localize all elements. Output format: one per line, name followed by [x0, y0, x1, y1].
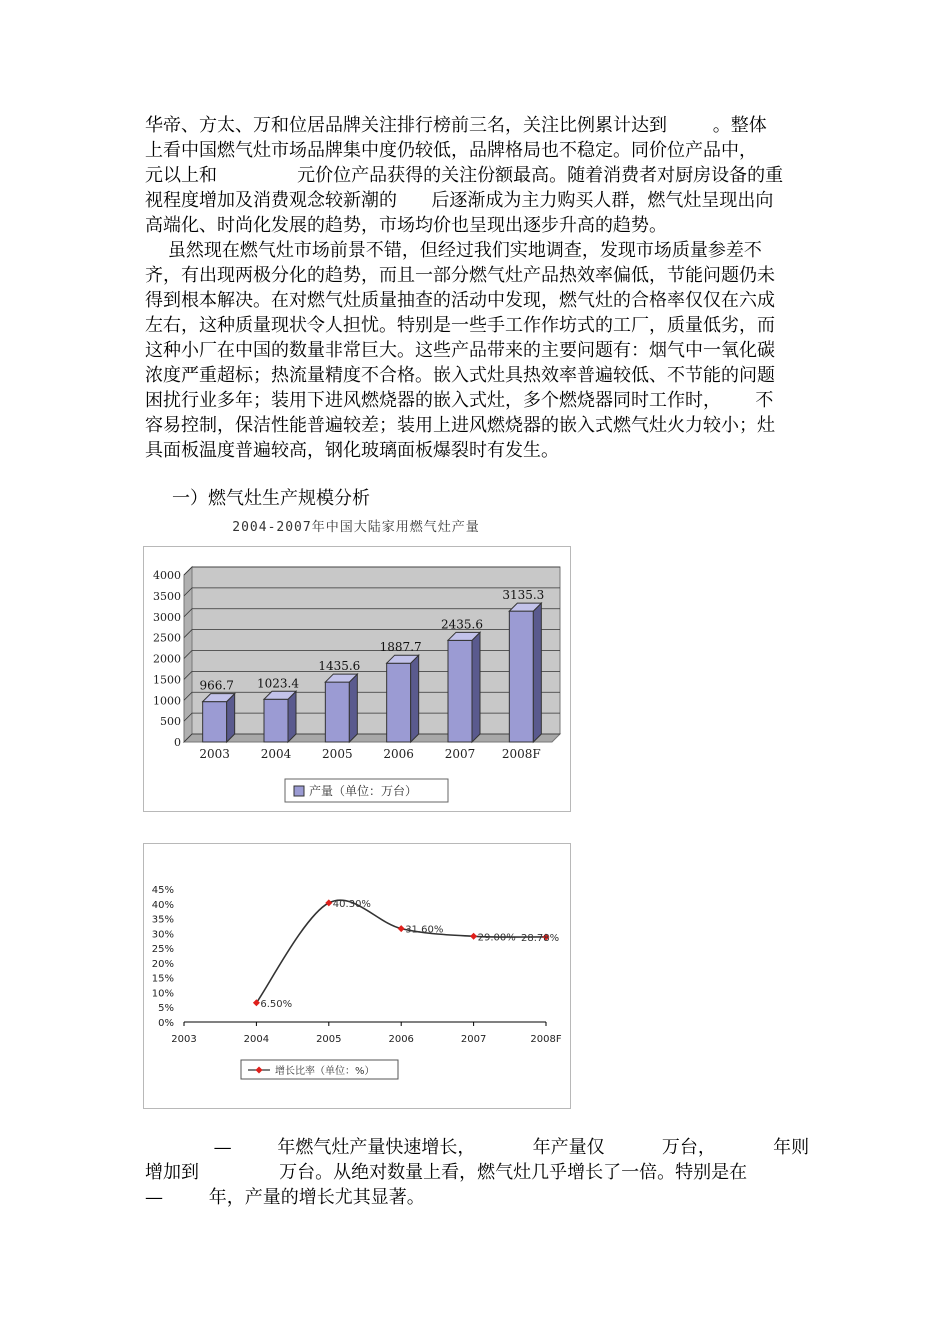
bar-chart: [144, 547, 570, 811]
bar: [448, 640, 472, 742]
bar-legend-label: 产量（单位：万台）: [309, 784, 418, 798]
bar-y-tick-label: 3000: [153, 610, 181, 624]
bar-x-tick-label: 2007: [444, 747, 476, 761]
bar-value-label: 2435.6: [441, 617, 483, 632]
bar-value-label: 1023.4: [257, 676, 299, 691]
bar-plot-floor: [184, 734, 560, 742]
bar-x-tick-label: 2005: [322, 747, 353, 761]
paragraph3-line-2: 增加到 万台。从绝对数量上看，燃气灶几乎增长了一倍。特别是在: [145, 1162, 748, 1183]
bar-x-tick-label: 2003: [199, 747, 230, 761]
line-chart-frame: [143, 843, 571, 1109]
bar-chart-title: 2004-2007年中国大陆家用燃气灶产量: [232, 520, 480, 535]
paragraph1-line-4: 视程度增加及消费观念较新潮的 后逐渐成为主力购买人群，燃气灶呈现出向: [145, 190, 774, 211]
line-y-tick-label: 15%: [151, 973, 174, 985]
paragraph1-line-5: 高端化、时尚化发展的趋势，市场均价也呈现出逐步升高的趋势。: [145, 215, 667, 236]
bar-side: [472, 632, 480, 742]
line-value-label: 29.00%: [477, 932, 516, 944]
bar-chart-frame: [143, 546, 571, 812]
bar-side: [288, 691, 296, 742]
bar: [387, 663, 411, 742]
bar-value-label: 1887.7: [379, 640, 422, 655]
paragraph2-line-5: 这种小厂在中国的数量非常巨大。这些产品带来的主要问题有：烟气中一氧化碳: [145, 340, 775, 361]
line-value-label: 31.60%: [405, 924, 444, 936]
paragraph1-line-2: 上看中国燃气灶市场品牌集中度仍较低，品牌格局也不稳定。同价位产品中，: [145, 140, 757, 161]
bar-y-tick-label: 500: [160, 715, 181, 729]
line-value-label: 28.78%: [521, 932, 560, 944]
bar: [203, 702, 227, 742]
bar-side: [533, 603, 541, 742]
bar-x-tick-label: 2004: [260, 747, 292, 761]
line-value-label: 40.30%: [332, 898, 371, 910]
bar-legend-swatch: [294, 786, 304, 796]
line-point: [470, 933, 477, 940]
paragraph2-line-8: 容易控制，保洁性能普遍较差；装用上进风燃烧器的嵌入式燃气灶火力较小；灶: [145, 415, 775, 436]
paragraph2-line-9: 具面板温度普遍较高，钢化玻璃面板爆裂时有发生。: [145, 440, 559, 461]
paragraph2-line-7: 困扰行业多年；装用下进风燃烧器的嵌入式灶，多个燃烧器同时工作时， 不: [145, 390, 774, 411]
line-value-label: 6.50%: [260, 998, 293, 1010]
bar-y-tick-label: 0: [174, 736, 181, 749]
line-chart: [144, 844, 570, 1108]
bar-value-label: 966.7: [199, 678, 234, 693]
line-x-tick-label: 2003: [171, 1034, 197, 1045]
line-legend-label: 增长比率（单位：%）: [275, 1066, 375, 1077]
paragraph3-line-1: — 年燃气灶产量快速增长， 年产量仅 万台， 年则: [145, 1137, 810, 1158]
bar-y-tick-label: 1500: [153, 673, 181, 687]
line-y-tick-label: 35%: [151, 914, 174, 926]
bar-y-tick-label: 2500: [153, 631, 181, 645]
line-y-tick-label: 25%: [151, 944, 174, 956]
line-x-tick-label: 2007: [460, 1034, 487, 1045]
paragraph2-line-4: 左右，这种质量现状令人担忧。特别是一些手工作作坊式的工厂，质量低劣，而: [145, 315, 775, 336]
bar-x-tick-label: 2006: [383, 747, 414, 761]
bar: [325, 682, 349, 742]
line-x-tick-label: 2008F: [530, 1034, 562, 1045]
line-y-tick-label: 45%: [151, 885, 174, 896]
line-point: [398, 925, 405, 932]
bar: [509, 611, 533, 742]
bar-y-tick-label: 3500: [153, 589, 181, 603]
line-series-curve: [256, 900, 546, 1003]
paragraph2-line-1: 虽然现在燃气灶市场前景不错，但经过我们实地调查，发现市场质量参差不: [145, 240, 762, 261]
paragraph1-line-1: 华帝、方太、万和位居品牌关注排行榜前三名，关注比例累计达到 。整体: [145, 115, 767, 136]
line-y-tick-label: 40%: [151, 899, 174, 911]
bar-y-tick-label: 4000: [153, 569, 181, 582]
line-y-tick-label: 0%: [158, 1018, 174, 1029]
bar: [264, 699, 288, 742]
bar-y-tick-label: 2000: [153, 652, 181, 666]
bar-side: [349, 674, 357, 742]
bar-legend: [285, 779, 448, 802]
section-heading: 一）燃气灶生产规模分析: [172, 488, 370, 509]
bar-side: [411, 655, 419, 742]
line-legend: [241, 1060, 398, 1079]
paragraph3-line-3: — 年，产量的增长尤其显著。: [145, 1187, 425, 1208]
line-y-tick-label: 20%: [151, 958, 174, 970]
paragraph2-line-3: 得到根本解决。在对燃气灶质量抽查的活动中发现，燃气灶的合格率仅仅在六成: [145, 290, 775, 311]
line-point: [325, 899, 332, 906]
line-x-tick-label: 2004: [243, 1034, 270, 1045]
paragraph2-line-2: 齐，有出现两极分化的趋势，而且一部分燃气灶产品热效率偏低，节能问题仍未: [145, 265, 775, 286]
line-x-tick-label: 2005: [316, 1034, 342, 1045]
bar-value-label: 3135.3: [502, 588, 545, 603]
bar-value-label: 1435.6: [318, 659, 361, 674]
line-y-tick-label: 10%: [151, 988, 174, 1000]
line-y-tick-label: 5%: [158, 1003, 174, 1015]
paragraph1-line-3: 元以上和 元价位产品获得的关注份额最高。随着消费者对厨房设备的重: [145, 165, 784, 186]
line-y-tick-label: 30%: [151, 929, 174, 941]
line-x-tick-label: 2006: [388, 1034, 414, 1045]
bar-y-tick-label: 1000: [153, 694, 181, 708]
bar-x-tick-label: 2008F: [501, 747, 541, 761]
paragraph2-line-6: 浓度严重超标；热流量精度不合格。嵌入式灶具热效率普遍较低、不节能的问题: [145, 365, 775, 386]
